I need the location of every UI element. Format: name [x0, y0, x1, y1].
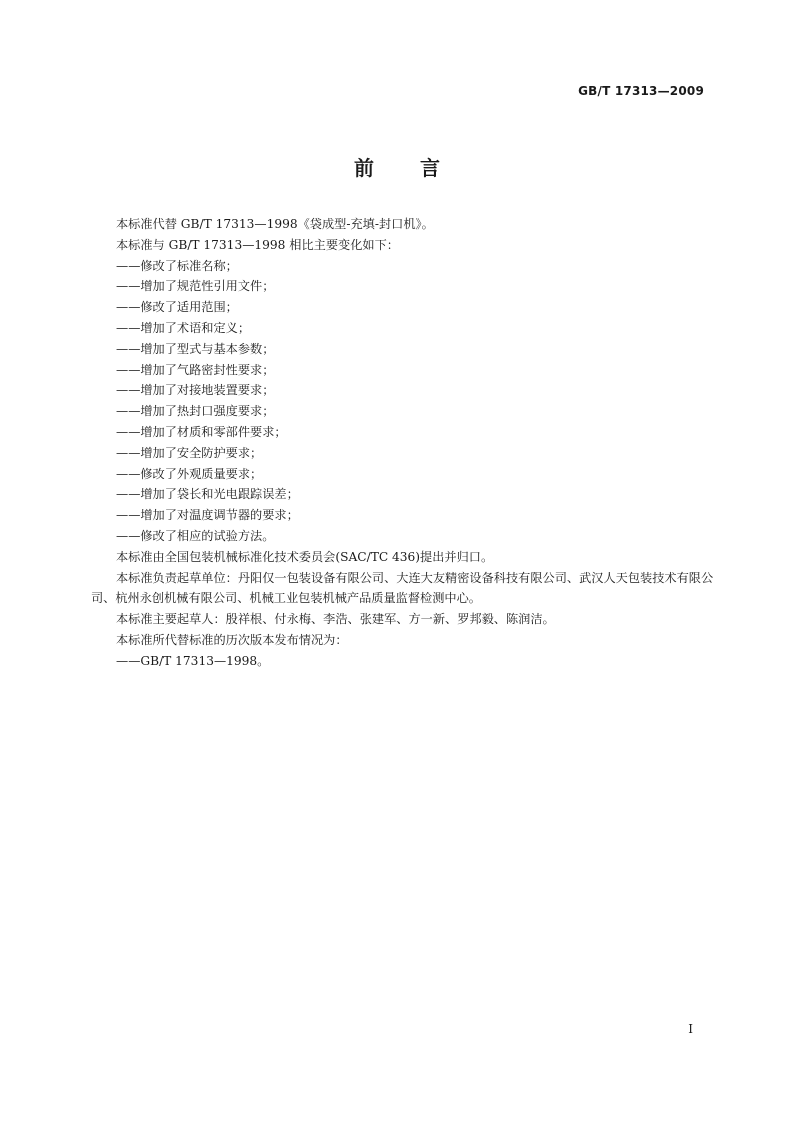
list-item: ——修改了适用范围； — [116, 300, 238, 315]
paragraph-replaces: 本标准代替 GB/T 17313—1998《袋成型-充填-封口机》。 — [116, 217, 434, 231]
page-title: 前言 — [354, 156, 486, 180]
list-item: ——修改了外观质量要求； — [116, 466, 263, 481]
list-item: ——增加了热封口强度要求； — [116, 404, 275, 419]
page-number: I — [688, 1022, 693, 1036]
list-item: ——修改了标准名称； — [116, 258, 238, 273]
paragraph-drafting-units: 本标准负责起草单位：丹阳仅一包装设备有限公司、大连大友精密设备科技有限公司、武汉人天包装技术有限公司、杭州永创机械有限公司、机械工业包装机械产品质量监督检测中心。 — [91, 570, 714, 606]
list-item: ——GB/T 17313—1998。 — [116, 653, 270, 668]
list-item: ——增加了袋长和光电跟踪误差； — [116, 487, 299, 502]
list-item: ——增加了气路密封性要求； — [116, 362, 275, 377]
paragraph-drafters: 本标准主要起草人：殷祥根、付永梅、李浩、张建军、方一新、罗邦毅、陈润洁。 — [116, 612, 555, 627]
paragraph-changes-intro: 本标准与 GB/T 17313—1998 相比主要变化如下： — [116, 237, 399, 252]
list-item: ——增加了规范性引用文件； — [116, 279, 275, 294]
foreword-body — [91, 214, 715, 672]
list-item: ——增加了术语和定义； — [116, 320, 251, 335]
list-item: ——增加了材质和零部件要求； — [116, 424, 287, 439]
list-item: ——增加了型式与基本参数； — [116, 341, 275, 356]
list-item: ——增加了安全防护要求； — [116, 445, 263, 460]
list-item: ——增加了对接地装置要求； — [116, 383, 275, 398]
list-item: ——增加了对温度调节器的要求； — [116, 508, 299, 523]
paragraph-proposer: 本标准由全国包装机械标准化技术委员会(SAC/TC 436)提出并归口。 — [116, 549, 494, 564]
list-item: ——修改了相应的试验方法。 — [116, 528, 275, 543]
standard-code: GB/T 17313—2009 — [578, 84, 704, 98]
paragraph-history-intro: 本标准所代替标准的历次版本发布情况为： — [116, 632, 348, 647]
